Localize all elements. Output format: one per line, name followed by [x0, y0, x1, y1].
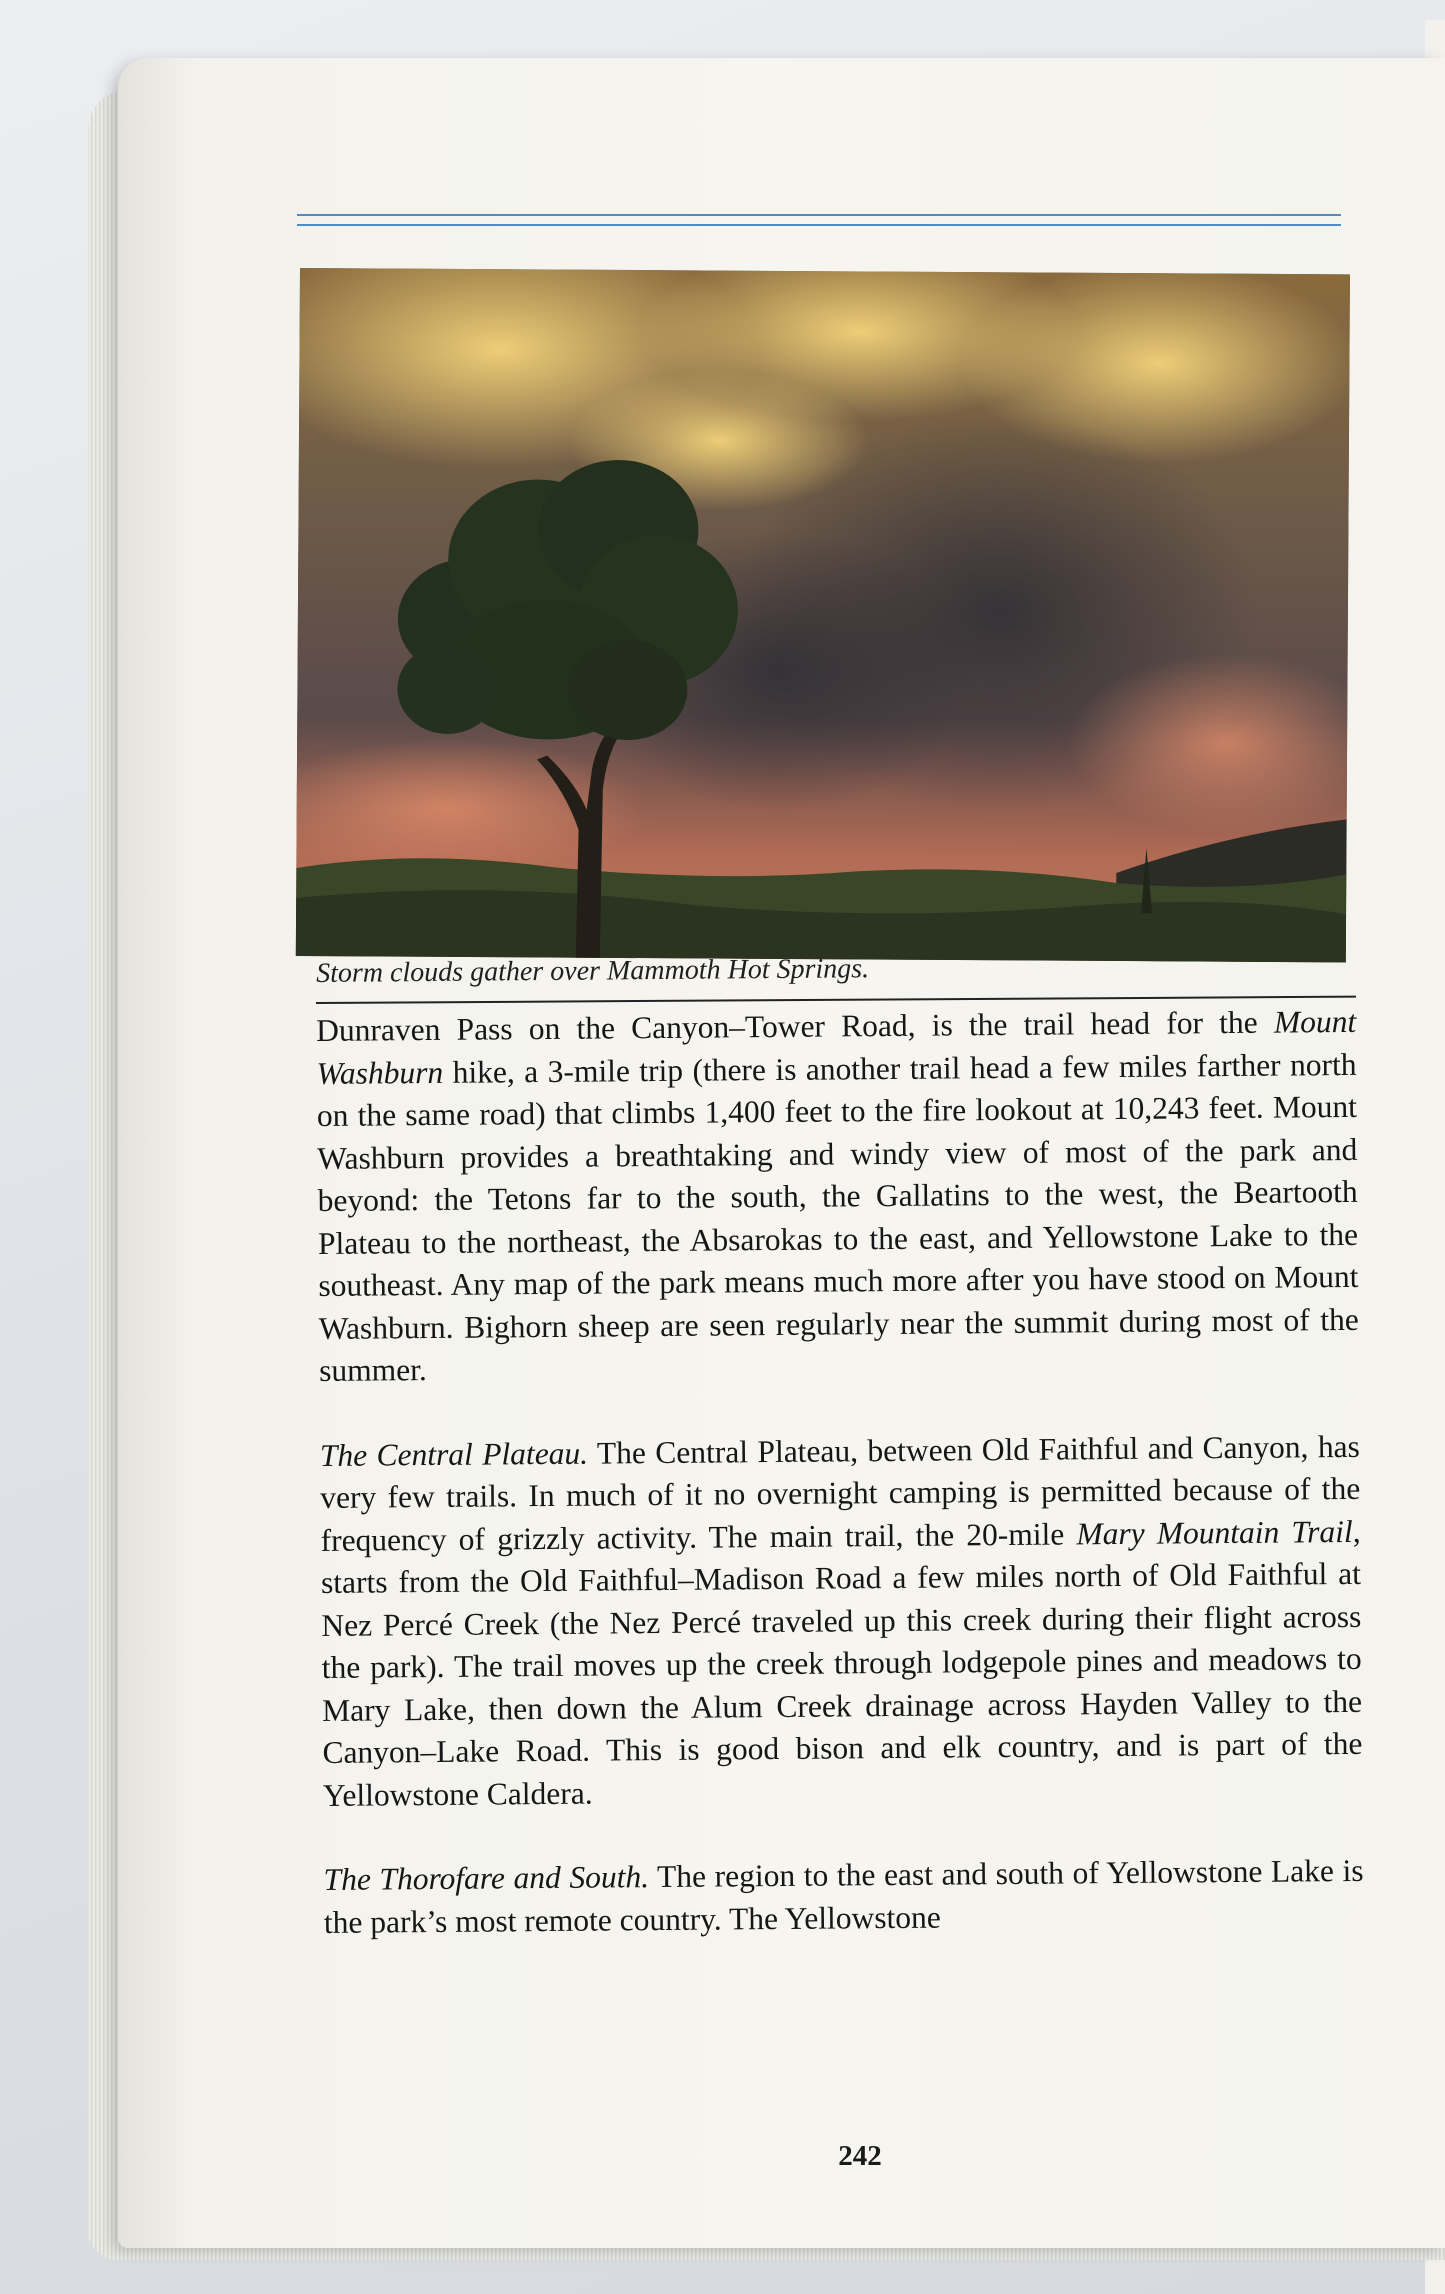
- section-heading: The Central Plateau.: [319, 1435, 589, 1473]
- section-heading: The Thorofare and South.: [323, 1859, 650, 1897]
- text-run: The Central Plateau, between Old Faithful and Canyon, has very few trails. In much of it no overnight camping is permitted because of the frequency of grizzly activity. The main trail, the 20-mile: [320, 1428, 1361, 1558]
- text-run: hike, a 3-mile trip (there is another trail head a few miles farther north on the same road) that climbs 1,400 feet to the fire lookout at 10,243 feet. Mount Washburn provides a breathtaking and windy view of most of the park and beyond: the Tetons far to the south, the Gallatins to the west, the Beartooth Plateau to the northeast, the Absarokas to the east, and Yellowstone Lake to the southeast. Any map of the park means much more after you have stood on Mount Washburn. Bighorn sheep are seen regularly near the summit during most of the summer.: [316, 1046, 1359, 1388]
- paragraph-central-plateau: [320, 1425, 1363, 1817]
- text-run: , starts from the Old Faithful–Madison Road a few miles north of Old Faithful at Nez Percé Creek (the Nez Percé traveled up this creek during their flight across the park). The trail moves up the creek through lodgepole pines and meadows to Mary Lake, then down the Alum Creek drainage across Hayden Valley to the Canyon–Lake Road. This is good bison and elk country, and is part of the Yellowstone Caldera.: [320, 1513, 1363, 1813]
- header-rule-upper: [297, 214, 1341, 216]
- body-text: [316, 1001, 1364, 1944]
- storm-photo: [296, 268, 1350, 962]
- text-run: Dunraven Pass on the Canyon–Tower Road, is the trail head for the: [316, 1004, 1275, 1048]
- text-run: The region to the east and south of Yellowstone Lake is the park’s most remote country. The Yellowstone: [323, 1852, 1364, 1940]
- paragraph-mount-washburn: [316, 1001, 1359, 1393]
- header-rule-lower: [297, 224, 1341, 226]
- paragraph-thorofare: [323, 1850, 1364, 1944]
- page-number: 242: [838, 2140, 882, 2172]
- italic-run: Mount Washburn: [316, 1003, 1357, 1091]
- italic-run: Mary Mountain Trail: [1076, 1513, 1353, 1551]
- photo-caption: Storm clouds gather over Mammoth Hot Springs.: [316, 953, 870, 989]
